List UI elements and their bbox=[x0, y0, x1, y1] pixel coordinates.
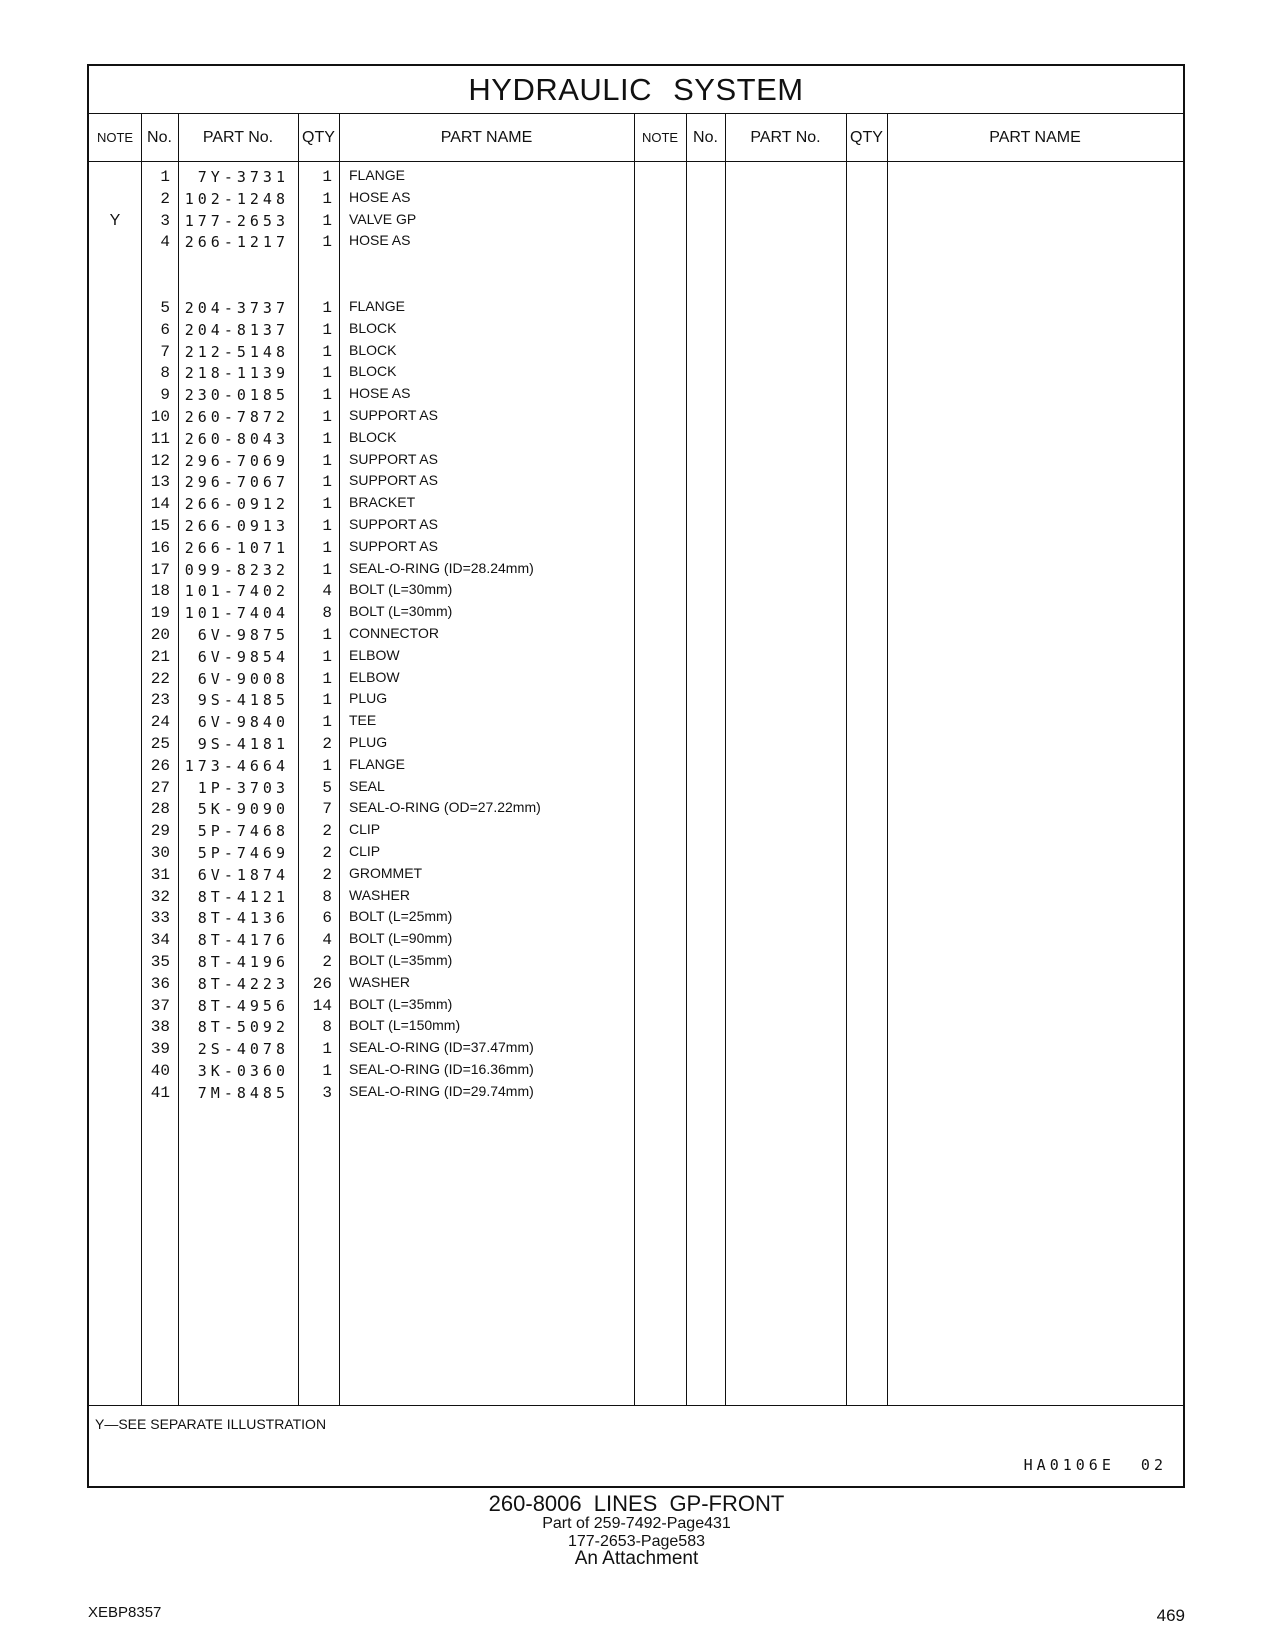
part-number: 296-7069 bbox=[184, 451, 289, 470]
quantity: 1 bbox=[322, 233, 332, 252]
quantity: 1 bbox=[322, 473, 332, 492]
header-note-left: NOTE bbox=[96, 130, 134, 145]
item-number: 7 bbox=[160, 342, 170, 361]
part-name: BLOCK bbox=[349, 363, 397, 380]
part-number: 173-4664 bbox=[184, 756, 289, 775]
note-cell: Y bbox=[109, 211, 121, 229]
item-number: 11 bbox=[150, 429, 170, 448]
item-number: 12 bbox=[150, 451, 170, 470]
item-number: 26 bbox=[150, 756, 170, 775]
item-number: 38 bbox=[150, 1018, 170, 1037]
column-divider bbox=[846, 114, 847, 1405]
quantity: 1 bbox=[322, 1040, 332, 1059]
part-name: BOLT (L=25mm) bbox=[349, 908, 453, 925]
item-number: 24 bbox=[150, 713, 170, 732]
part-name: FLANGE bbox=[349, 755, 406, 772]
part-name: SEAL bbox=[349, 777, 385, 794]
quantity: 1 bbox=[322, 647, 332, 666]
part-number: 266-1071 bbox=[184, 538, 289, 557]
item-number: 6 bbox=[160, 320, 170, 339]
part-name: CLIP bbox=[349, 821, 381, 838]
table-header bbox=[89, 114, 1183, 162]
part-name: BOLT (L=90mm) bbox=[349, 930, 453, 947]
quantity: 1 bbox=[322, 189, 332, 208]
part-name: FLANGE bbox=[349, 167, 406, 183]
quantity: 2 bbox=[322, 735, 332, 753]
header-part-no-right: PART No. bbox=[750, 128, 821, 146]
quantity: 1 bbox=[322, 538, 332, 557]
part-number: 6V-9840 bbox=[197, 713, 289, 732]
group-title: 260-8006 LINES GP-FRONT bbox=[488, 1491, 785, 1516]
part-number: 8T-4956 bbox=[197, 996, 289, 1015]
quantity: 1 bbox=[322, 495, 332, 514]
title-row bbox=[89, 66, 1183, 114]
part-number: 260-8043 bbox=[184, 429, 289, 448]
part-name: ELBOW bbox=[349, 646, 400, 663]
header-qty-right: QTY bbox=[850, 128, 883, 146]
part-name: CLIP bbox=[349, 843, 381, 859]
item-number: 8 bbox=[160, 364, 170, 383]
quantity: 1 bbox=[322, 342, 332, 361]
item-number: 37 bbox=[150, 996, 170, 1015]
quantity: 2 bbox=[322, 865, 332, 884]
item-number: 18 bbox=[150, 582, 170, 601]
part-number: 260-7872 bbox=[184, 408, 289, 426]
column-divider bbox=[634, 114, 635, 1405]
part-name: SUPPORT AS bbox=[349, 450, 438, 467]
part-name: SUPPORT AS bbox=[349, 516, 438, 532]
item-number: 2 bbox=[160, 189, 170, 208]
part-name: BLOCK bbox=[349, 341, 397, 358]
parts-table-frame bbox=[87, 64, 1185, 1488]
item-number: 19 bbox=[150, 604, 170, 623]
item-number: 17 bbox=[150, 560, 170, 579]
part-name: HOSE AS bbox=[349, 232, 411, 249]
item-number: 41 bbox=[150, 1083, 170, 1102]
part-name: TEE bbox=[349, 712, 377, 729]
part-name: BOLT (L=150mm) bbox=[349, 1017, 461, 1034]
item-number: 21 bbox=[150, 647, 170, 666]
item-number: 40 bbox=[150, 1062, 170, 1080]
quantity: 2 bbox=[322, 822, 332, 841]
part-number: 8T-5092 bbox=[197, 1018, 289, 1037]
quantity: 14 bbox=[312, 996, 332, 1015]
page-number: 469 bbox=[1156, 1606, 1185, 1625]
part-number: 230-0185 bbox=[184, 386, 289, 405]
table-bottom-rule bbox=[89, 1405, 1183, 1406]
part-name: PLUG bbox=[349, 690, 388, 707]
part-name: SEAL-O-RING (ID=28.24mm) bbox=[349, 559, 534, 576]
part-name: BOLT (L=30mm) bbox=[349, 603, 453, 620]
part-number: 101-7404 bbox=[184, 604, 289, 623]
quantity: 2 bbox=[322, 953, 332, 971]
part-number: 3K-0360 bbox=[197, 1062, 289, 1080]
header-part-name-right: PART NAME bbox=[989, 128, 1081, 146]
part-name: BLOCK bbox=[349, 428, 397, 445]
part-name: SUPPORT AS bbox=[349, 537, 438, 554]
quantity: 2 bbox=[322, 844, 332, 862]
part-number: 5K-9090 bbox=[197, 800, 289, 819]
part-number: 1P-3703 bbox=[197, 778, 289, 797]
quantity: 1 bbox=[322, 408, 332, 426]
quantity: 1 bbox=[322, 1062, 332, 1080]
part-name: FLANGE bbox=[349, 298, 406, 314]
part-name: ELBOW bbox=[349, 668, 400, 685]
quantity: 8 bbox=[322, 604, 332, 623]
item-number: 22 bbox=[150, 669, 170, 688]
item-number: 28 bbox=[150, 800, 170, 819]
item-number: 20 bbox=[150, 626, 170, 644]
quantity: 1 bbox=[322, 429, 332, 448]
item-number: 36 bbox=[150, 974, 170, 993]
part-number: 9S-4181 bbox=[197, 735, 289, 753]
quantity: 4 bbox=[322, 931, 332, 950]
part-number: 2S-4078 bbox=[197, 1040, 289, 1059]
quantity: 1 bbox=[322, 364, 332, 383]
part-number: 6V-1874 bbox=[197, 865, 289, 884]
part-number: 5P-7469 bbox=[197, 844, 289, 862]
item-number: 4 bbox=[160, 233, 170, 252]
quantity: 1 bbox=[322, 713, 332, 732]
item-number: 5 bbox=[160, 299, 170, 317]
quantity: 1 bbox=[322, 168, 332, 186]
item-number: 29 bbox=[150, 822, 170, 841]
item-number: 34 bbox=[150, 931, 170, 950]
item-number: 30 bbox=[150, 844, 170, 862]
part-name: HOSE AS bbox=[349, 385, 411, 402]
sheet-code: HA0106E 02 bbox=[1023, 1456, 1167, 1474]
quantity: 8 bbox=[322, 887, 332, 906]
part-number: 266-1217 bbox=[184, 233, 289, 252]
header-qty-left: QTY bbox=[302, 128, 335, 146]
part-number: 7M-8485 bbox=[197, 1083, 289, 1102]
item-number: 25 bbox=[150, 735, 170, 753]
part-number: 218-1139 bbox=[184, 364, 289, 383]
quantity: 1 bbox=[322, 669, 332, 688]
column-divider bbox=[887, 114, 888, 1405]
part-number: 8T-4136 bbox=[197, 909, 289, 928]
header-no-right: No. bbox=[693, 128, 718, 146]
column-divider bbox=[339, 114, 340, 1405]
quantity: 5 bbox=[322, 778, 332, 797]
part-name: VALVE GP bbox=[349, 210, 417, 227]
quantity: 1 bbox=[322, 517, 332, 535]
quantity: 1 bbox=[322, 299, 332, 317]
item-number: 31 bbox=[150, 865, 170, 884]
quantity: 26 bbox=[312, 974, 332, 993]
quantity: 1 bbox=[322, 211, 332, 230]
part-name: BOLT (L=35mm) bbox=[349, 952, 453, 968]
header-part-name-left: PART NAME bbox=[440, 128, 533, 146]
part-name: SEAL-O-RING (ID=29.74mm) bbox=[349, 1082, 534, 1099]
part-name: SUPPORT AS bbox=[349, 472, 438, 489]
part-number: 7Y-3731 bbox=[197, 168, 289, 186]
part-number: 204-3737 bbox=[184, 299, 289, 317]
item-number: 16 bbox=[150, 538, 170, 557]
column-divider bbox=[686, 114, 687, 1405]
item-number: 39 bbox=[150, 1040, 170, 1059]
quantity: 4 bbox=[322, 582, 332, 601]
quantity: 1 bbox=[322, 756, 332, 775]
quantity: 1 bbox=[322, 560, 332, 579]
quantity: 1 bbox=[322, 451, 332, 470]
part-name: BOLT (L=35mm) bbox=[349, 995, 453, 1012]
quantity: 1 bbox=[322, 386, 332, 405]
part-name: BLOCK bbox=[349, 319, 397, 336]
item-number: 13 bbox=[150, 473, 170, 492]
part-number: 8T-4121 bbox=[197, 887, 289, 906]
item-number: 35 bbox=[150, 953, 170, 971]
part-number: 6V-9875 bbox=[197, 626, 289, 644]
column-divider bbox=[725, 114, 726, 1405]
part-number: 102-1248 bbox=[184, 189, 289, 208]
part-name: WASHER bbox=[349, 886, 410, 903]
valve-reference: 177-2653-Page583 bbox=[567, 1533, 705, 1550]
part-number: 5P-7468 bbox=[197, 822, 289, 841]
quantity: 6 bbox=[322, 909, 332, 928]
document-id: XEBP8357 bbox=[88, 1604, 162, 1621]
header-note-right: NOTE bbox=[641, 130, 679, 145]
quantity: 1 bbox=[322, 691, 332, 710]
part-name: BRACKET bbox=[349, 494, 416, 511]
part-number: 8T-4176 bbox=[197, 931, 289, 950]
item-number: 33 bbox=[150, 909, 170, 928]
part-number: 204-8137 bbox=[184, 320, 289, 339]
part-name: SEAL-O-RING (ID=37.47mm) bbox=[349, 1039, 534, 1056]
item-number: 1 bbox=[160, 168, 170, 186]
part-number: 6V-9854 bbox=[197, 647, 289, 666]
part-name: SUPPORT AS bbox=[349, 407, 438, 423]
item-number: 23 bbox=[150, 691, 170, 710]
item-number: 14 bbox=[150, 495, 170, 514]
item-number: 10 bbox=[150, 408, 170, 426]
part-name: PLUG bbox=[349, 734, 388, 750]
part-number: 266-0913 bbox=[184, 517, 289, 535]
part-number: 266-0912 bbox=[184, 495, 289, 514]
part-name: WASHER bbox=[349, 973, 410, 990]
header-part-no-left: PART No. bbox=[202, 128, 274, 146]
part-number: 212-5148 bbox=[184, 342, 289, 361]
part-number: 6V-9008 bbox=[197, 669, 289, 688]
part-number: 8T-4223 bbox=[197, 974, 289, 993]
header-no-left: No. bbox=[147, 128, 172, 146]
part-name: CONNECTOR bbox=[349, 625, 439, 641]
page-title: HYDRAULIC SYSTEM bbox=[468, 71, 804, 107]
item-number: 27 bbox=[150, 778, 170, 797]
item-number: 3 bbox=[160, 211, 170, 230]
quantity: 1 bbox=[322, 320, 332, 339]
quantity: 7 bbox=[322, 800, 332, 819]
part-name: SEAL-O-RING (ID=16.36mm) bbox=[349, 1061, 534, 1077]
part-number: 177-2653 bbox=[184, 211, 289, 230]
part-number: 9S-4185 bbox=[197, 691, 289, 710]
quantity: 3 bbox=[322, 1083, 332, 1102]
footnote: Y—SEE SEPARATE ILLUSTRATION bbox=[95, 1416, 327, 1432]
quantity: 8 bbox=[322, 1018, 332, 1037]
part-number: 101-7402 bbox=[184, 582, 289, 601]
item-number: 32 bbox=[150, 887, 170, 906]
part-name: HOSE AS bbox=[349, 188, 411, 205]
part-number: 296-7067 bbox=[184, 473, 289, 492]
part-number: 099-8232 bbox=[184, 560, 289, 579]
item-number: 9 bbox=[160, 386, 170, 405]
part-name: GROMMET bbox=[349, 864, 423, 881]
part-of-reference: Part of 259-7492-Page431 bbox=[542, 1515, 731, 1532]
part-number: 8T-4196 bbox=[197, 953, 289, 971]
item-number: 15 bbox=[150, 517, 170, 535]
quantity: 1 bbox=[322, 626, 332, 644]
part-name: BOLT (L=30mm) bbox=[349, 581, 453, 598]
attachment-label: An Attachment bbox=[574, 1548, 699, 1569]
part-name: SEAL-O-RING (OD=27.22mm) bbox=[349, 799, 541, 816]
